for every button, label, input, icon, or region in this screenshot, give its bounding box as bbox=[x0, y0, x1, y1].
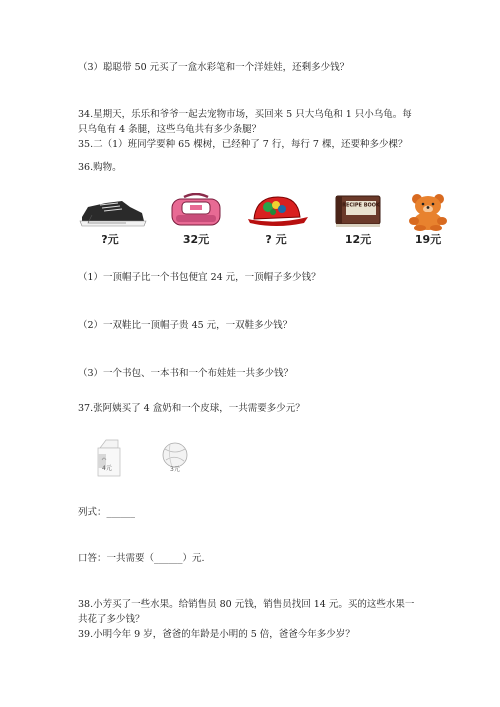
question-33-3: （3）聪聪带 50 元买了一盒水彩笔和一个洋娃娃，还剩多少钱？ bbox=[78, 62, 350, 73]
question-38-line-1: 38.小芳买了一些水果。给销售员 80 元钱，销售员找回 14 元。买的这些水果一 bbox=[78, 599, 415, 610]
sneaker-icon bbox=[78, 193, 148, 229]
recipe-book-cover-text: RECIPE BOOK bbox=[342, 202, 380, 209]
question-36-1: （1）一顶帽子比一个书包便宜 24 元，一顶帽子多少钱？ bbox=[78, 272, 321, 283]
answer-line: 口答：一共需要（______）元. bbox=[78, 553, 205, 564]
shop-item-price: 32元 bbox=[182, 233, 210, 246]
question-39: 39.小明今年 9 岁，爸爸的年龄是小明的 5 倍，爸爸今年多少岁？ bbox=[78, 629, 355, 640]
shop-item-price: 12元 bbox=[344, 233, 372, 246]
question-36-title: 36.购物。 bbox=[78, 162, 122, 173]
shop-item-price: ? 元 bbox=[265, 233, 287, 246]
cap-icon bbox=[246, 193, 310, 229]
shopping-items-row bbox=[78, 193, 458, 245]
shop-item-teddy-bear bbox=[400, 193, 460, 245]
shop-item-cap bbox=[246, 193, 306, 245]
ball-price: 3元 bbox=[170, 466, 180, 473]
question-38-line-2: 共花了多少钱？ bbox=[78, 614, 145, 625]
schoolbag-icon bbox=[166, 193, 226, 229]
question-34-line-1: 34.星期天，乐乐和爷爷一起去宠物市场，买回来 5 只大乌龟和 1 只小乌龟。每 bbox=[78, 109, 412, 120]
shop-item-price: ?元 bbox=[101, 233, 119, 246]
shop-item-price: 19元 bbox=[414, 233, 442, 246]
shop-item-schoolbag bbox=[166, 193, 226, 245]
question-35: 35.二（1）班同学要种 65 棵树，已经种了 7 行，每行 7 棵，还要种多少棵？ bbox=[78, 139, 408, 150]
milk-carton-icon bbox=[92, 438, 126, 478]
shop-item-recipe-book bbox=[330, 193, 390, 245]
question-36-2: （2）一双鞋比一顶帽子贵 45 元，一双鞋多少钱？ bbox=[78, 320, 293, 331]
milk-carton bbox=[92, 438, 132, 478]
question-37: 37.张阿姨买了 4 盒奶和一个皮球，一共需要多少元？ bbox=[78, 403, 305, 414]
milk-price: 4元 bbox=[102, 465, 112, 472]
teddy-bear-icon bbox=[400, 193, 456, 231]
question-34-line-2: 只乌龟有 4 条腿，这些乌龟共有多少条腿？ bbox=[78, 124, 262, 135]
shop-item-sneaker bbox=[78, 193, 138, 245]
formula-line: 列式：______ bbox=[78, 507, 136, 518]
recipe-book-icon bbox=[330, 193, 384, 229]
ball bbox=[160, 440, 200, 480]
question-36-3: （3）一个书包、一本书和一个布娃娃一共多少钱？ bbox=[78, 368, 294, 379]
